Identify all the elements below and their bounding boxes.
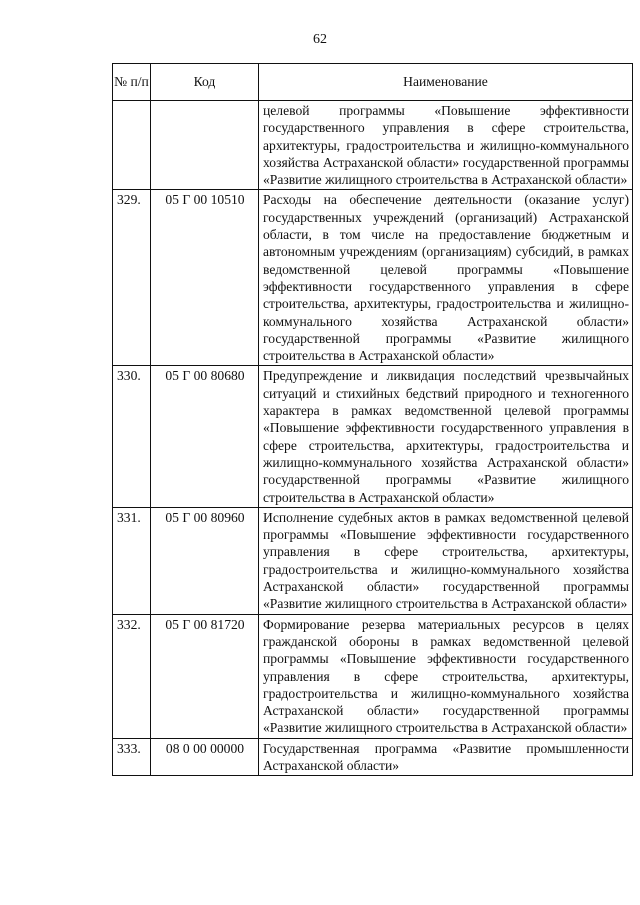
table-row [113,738,633,776]
row-name: целевой программы «Повышение эффективности государственного управления в сфере строительства, архитектуры, градостроительства и жилищно-коммунального хозяйства Астраханской области» государственной программы «Развитие жилищного строительства в Астраханской области» [259,101,633,190]
page-number: 62 [313,32,327,47]
row-number: 329. [113,190,151,366]
row-number: 332. [113,614,151,738]
row-name: Предупреждение и ликвидация последствий чрезвычайных ситуаций и стихийных бедствий природного и техногенного характера в рамках ведомственной целевой программы «Повышение эффективности государственного управления в сфере строительства, архитектуры, градостроительства и жилищно-коммунального хозяйства Астраханской области» государственной программы «Развитие жилищного строительства в Астраханской области» [259,366,633,507]
row-name: Формирование резерва материальных ресурсов в целях гражданской обороны в рамках ведомственной целевой программы «Повышение эффективности государственного управления в сфере строительства, архитектуры, градостроительства и жилищно-коммунального хозяйства Астраханской области» государственной программы «Развитие жилищного строительства в Астраханской области» [259,614,633,738]
row-code: 05 Г 00 81720 [151,614,259,738]
table-row [113,366,633,507]
table-header-row [113,64,633,101]
table-row [113,507,633,614]
row-code: 05 Г 00 80680 [151,366,259,507]
row-name: Расходы на обеспечение деятельности (оказание услуг) государственных учреждений (организаций) Астраханской области, в том числе на предоставление бюджетным и автономным учреждениям (организациям) субсидий, в рамках ведомственной целевой программы «Повышение эффективности государственного управления в сфере строительства, архитектуры, градостроительства и жилищно-коммунального хозяйства Астраханской области» государственной программы «Развитие жилищного строительства в Астраханской области» [259,190,633,366]
table-row [113,101,633,190]
row-name: Государственная программа «Развитие промышленности Астраханской области» [259,738,633,776]
row-number [113,101,151,190]
row-code [151,101,259,190]
row-code: 05 Г 00 10510 [151,190,259,366]
row-number: 330. [113,366,151,507]
header-name: Наименование [259,64,633,101]
table-row [113,190,633,366]
row-code: 05 Г 00 80960 [151,507,259,614]
row-name: Исполнение судебных актов в рамках ведомственной целевой программы «Повышение эффективности государственного управления в сфере строительства, архитектуры, градостроительства и жилищно-коммунального хозяйства Астраханской области» государственной программы «Развитие жилищного строительства в Астраханской области» [259,507,633,614]
header-code: Код [151,64,259,101]
row-number: 331. [113,507,151,614]
row-code: 08 0 00 00000 [151,738,259,776]
table-row [113,614,633,738]
budget-code-table [112,63,633,776]
header-num: № п/п [113,64,151,101]
row-number: 333. [113,738,151,776]
